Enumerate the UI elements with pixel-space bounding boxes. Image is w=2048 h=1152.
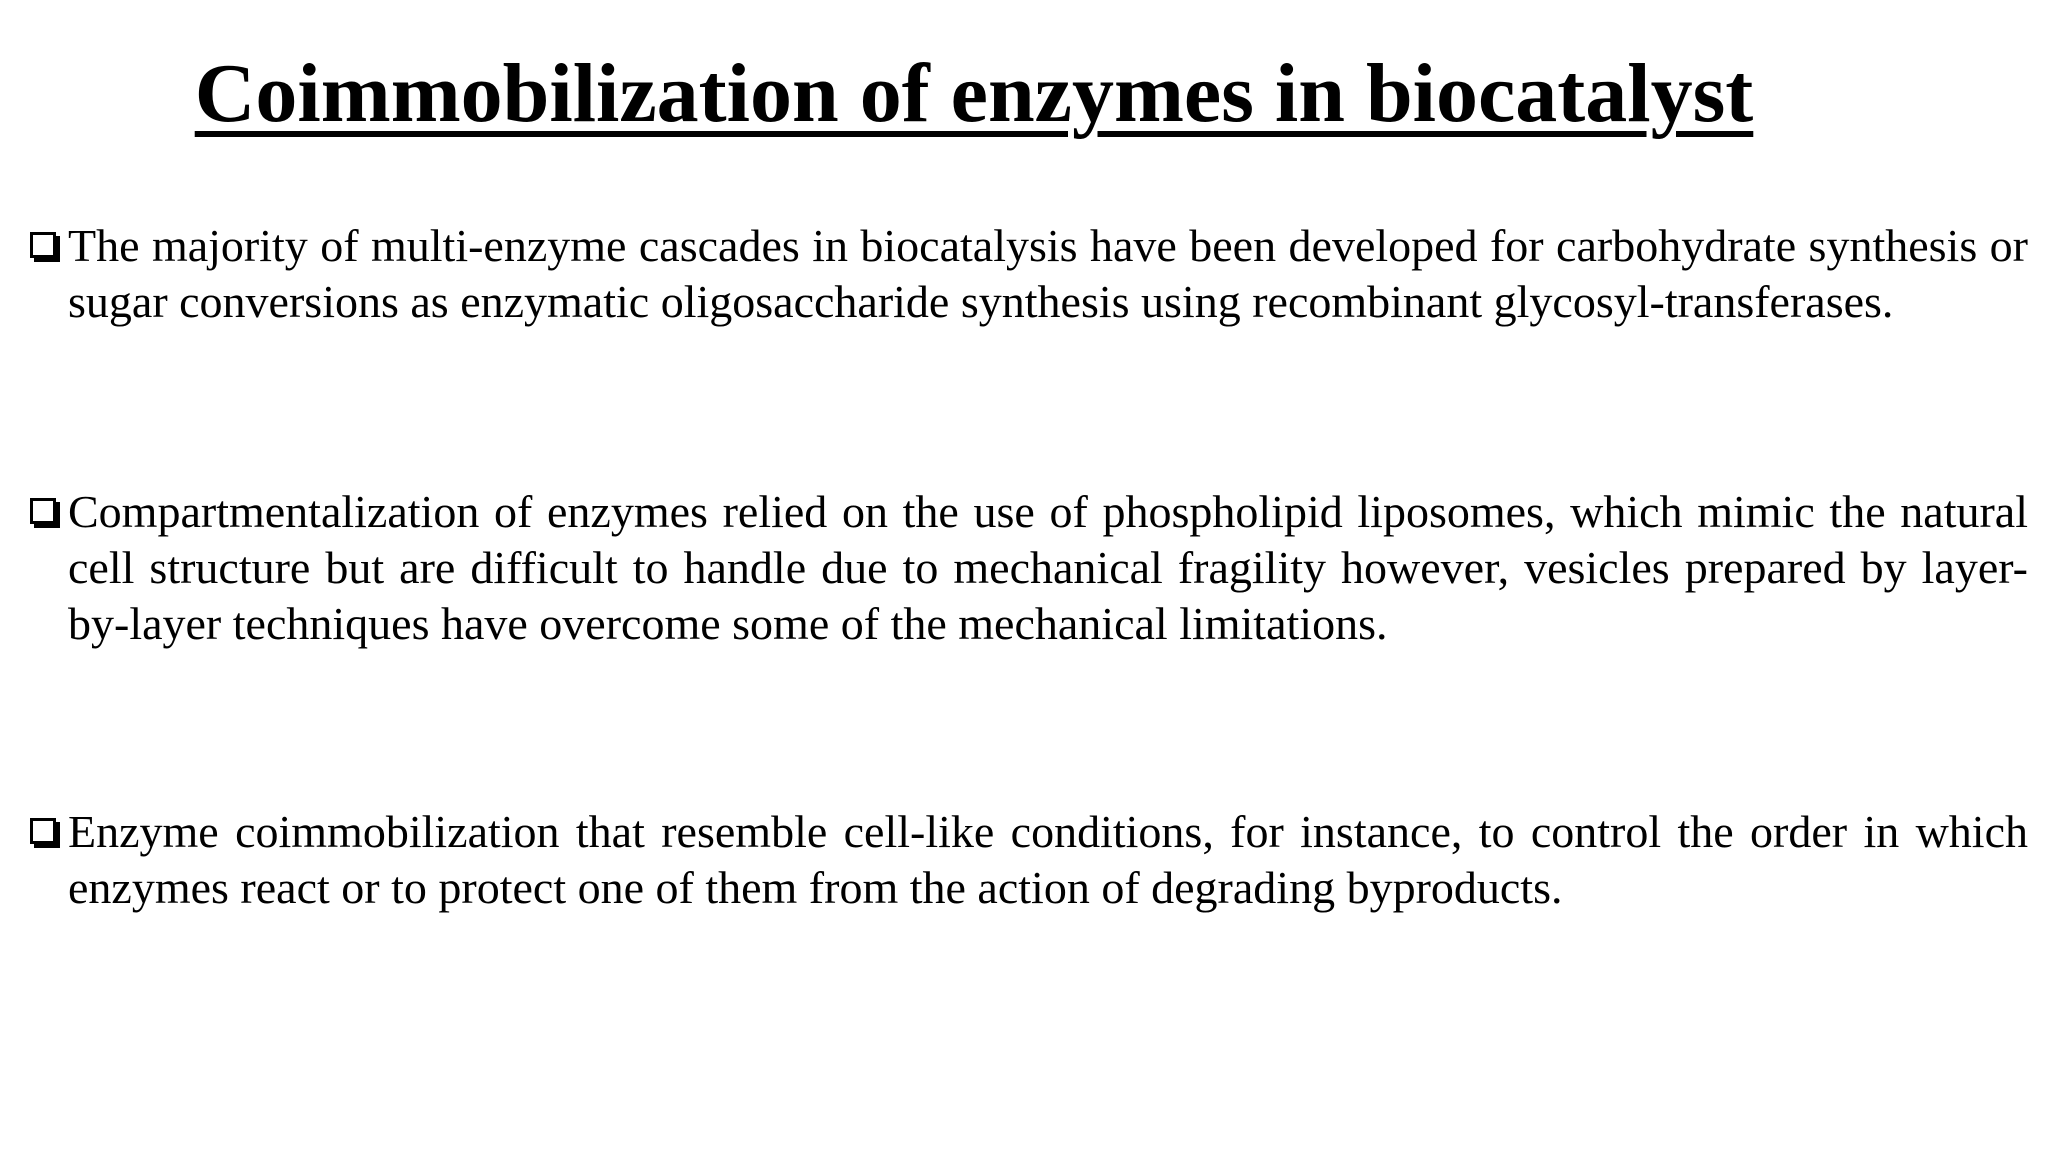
bullet-text: Enzyme coimmobilization that resemble cell-like conditions, for instance, to control the order in which enzymes react or to protect one of them from the action of degrading byproducts. (68, 806, 2028, 913)
hollow-square-bullet-icon (30, 232, 56, 258)
bullet-text: Compartmentalization of enzymes relied on the use of phospholipid liposomes, which mimic the natural cell structure but are difficult to handle due to mechanical fragility however, vesicles prepared by layer-by-layer techniques have overcome some of the mechanical limitations. (68, 486, 2028, 649)
slide-title: Coimmobilization of enzymes in biocatalyst (194, 47, 1754, 140)
hollow-square-bullet-icon (30, 818, 56, 844)
bullet-item (68, 218, 2028, 330)
hollow-square-bullet-icon (30, 498, 56, 524)
bullet-item (68, 804, 2028, 916)
bullet-item (68, 484, 2028, 652)
bullet-text: The majority of multi-enzyme cascades in biocatalysis have been developed for carbohydrate synthesis or sugar conversions as enzymatic oligosaccharide synthesis using recombinant glycosyl-transferases. (68, 220, 2028, 327)
